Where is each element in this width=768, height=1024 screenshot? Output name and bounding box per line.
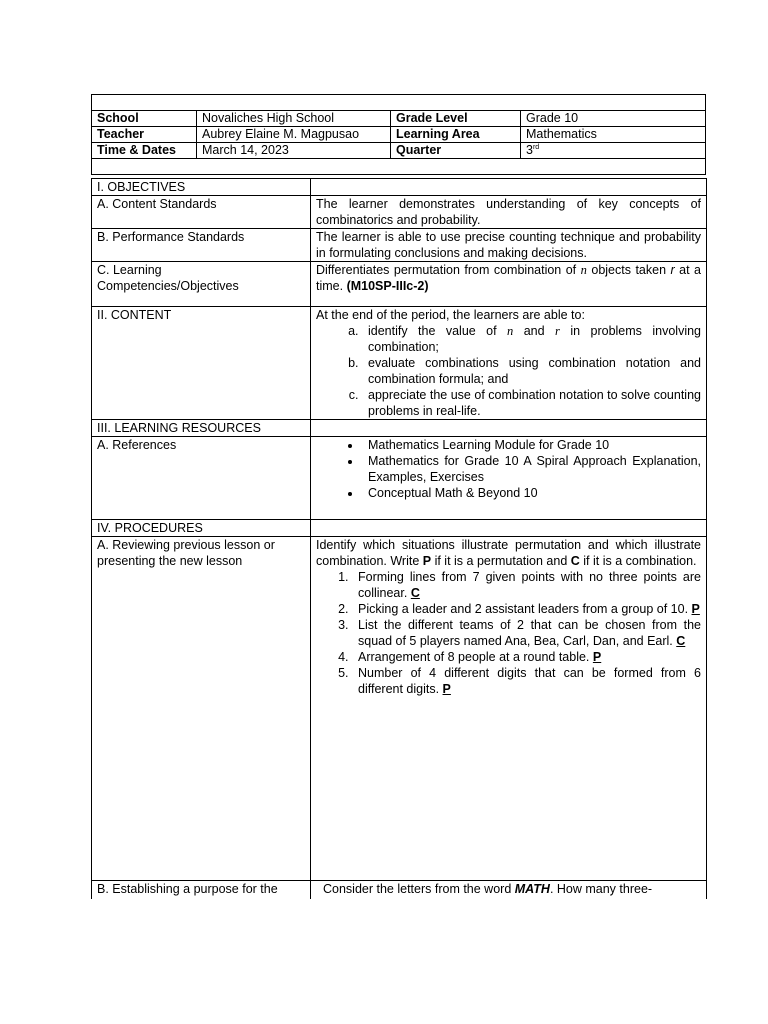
quarter-label: Quarter	[391, 143, 521, 159]
performance-standards-label: B. Performance Standards	[92, 229, 311, 262]
quarter-number: 3	[526, 143, 533, 157]
instructions-text-3: if it is a combination.	[579, 554, 697, 568]
situation-item	[352, 617, 701, 649]
reviewing-lesson-label: A. Reviewing previous lesson or presenting the new lesson	[92, 537, 311, 881]
competency-n: n	[580, 263, 587, 277]
situation-answer: P	[592, 650, 602, 664]
situation-text: Picking a leader and 2 assistant leaders from a group of 10.	[358, 602, 692, 616]
learning-area-label: Learning Area	[391, 127, 521, 143]
resources-heading: III. LEARNING RESOURCES	[92, 420, 311, 437]
item-a-n: n	[507, 324, 514, 338]
reference-item: • Mathematics Learning Module for Grade 10	[362, 437, 701, 453]
competencies-text	[311, 262, 707, 307]
content-intro: At the end of the period, the learners are able to:	[316, 308, 585, 322]
competency-r: r	[670, 263, 675, 277]
competency-text-3: at a time.	[316, 263, 701, 293]
competency-text-2: objects taken	[586, 263, 671, 277]
time-dates-value: March 14, 2023	[197, 143, 391, 159]
content-objectives-list	[316, 323, 701, 419]
performance-standards-text: The learner is able to use precise counting technique and probability in formulating conclusions and making decisions.	[311, 229, 707, 262]
situation-item	[352, 601, 701, 617]
reviewing-lesson-body	[311, 537, 707, 881]
instructions-p: P	[422, 554, 432, 568]
item-a-text-1: identify the value of	[368, 324, 508, 338]
quarter-suffix: rd	[532, 143, 540, 151]
references-list	[316, 437, 701, 501]
reviewing-instructions	[316, 537, 701, 569]
objectives-heading-blank	[311, 179, 707, 196]
grade-level-label: Grade Level	[391, 111, 521, 127]
quarter-value	[521, 143, 706, 159]
instructions-text-1: Identify which situations illustrate permutation and which illustrate combination. Write	[316, 538, 701, 568]
time-dates-label: Time & Dates	[92, 143, 197, 159]
procedures-heading-blank	[311, 520, 707, 537]
purpose-text-2: . How many three-	[549, 882, 653, 896]
grade-level-value: Grade 10	[521, 111, 706, 127]
header-blank-row	[92, 95, 706, 111]
situation-text: List the different teams of 2 that can be chosen from the squad of 5 players named Ana, Bea, Carl, Dan, and Earl.	[358, 618, 701, 648]
competency-code: (M10SP-IIIc-2)	[346, 279, 429, 293]
situation-item	[352, 649, 701, 665]
purpose-text-1: Consider the letters from the word	[323, 882, 515, 896]
teacher-label: Teacher	[92, 127, 197, 143]
references-body	[311, 437, 707, 520]
school-value: Novaliches High School	[197, 111, 391, 127]
content-item-c: c. appreciate the use of combination notation to solve counting problems in real-life.	[362, 387, 701, 419]
lesson-table	[91, 178, 707, 899]
resources-heading-blank	[311, 420, 707, 437]
establishing-purpose-body	[311, 881, 707, 900]
situation-answer: P	[442, 682, 451, 696]
content-standards-text: The learner demonstrates understanding of key concepts of combinatorics and probability.	[311, 196, 707, 229]
instructions-text-2: if it is a permutation and	[431, 554, 571, 568]
situation-answer: P	[691, 602, 700, 616]
content-item-a	[362, 323, 701, 355]
procedures-heading: IV. PROCEDURES	[92, 520, 311, 537]
objectives-heading: I. OBJECTIVES	[92, 179, 311, 196]
item-a-text-2: in problems involving combination;	[368, 324, 701, 354]
teacher-value: Aubrey Elaine M. Magpusao	[197, 127, 391, 143]
situation-text: Arrangement of 8 people at a round table.	[358, 650, 593, 664]
situation-answer: C	[676, 634, 686, 648]
situation-answer: C	[410, 586, 420, 600]
item-a-and: and	[513, 324, 556, 338]
content-standards-label: A. Content Standards	[92, 196, 311, 229]
learning-area-value: Mathematics	[521, 127, 706, 143]
references-label: A. References	[92, 437, 311, 520]
situation-text: Number of 4 different digits that can be formed from 6 different digits.	[358, 666, 701, 696]
reference-item: • Mathematics for Grade 10 A Spiral Approach Explanation, Examples, Exercises	[362, 453, 701, 485]
purpose-word: MATH	[514, 882, 550, 896]
content-label: II. CONTENT	[92, 307, 311, 420]
instructions-c: C	[570, 554, 580, 568]
competencies-label: C. Learning Competencies/Objectives	[92, 262, 311, 307]
situation-text: Forming lines from 7 given points with no three points are collinear.	[358, 570, 701, 600]
competency-text-1: Differentiates permutation from combination of	[316, 263, 581, 277]
situation-item	[352, 569, 701, 601]
establishing-purpose-label: B. Establishing a purpose for the	[92, 881, 311, 900]
header-spacer-row	[92, 159, 706, 175]
school-label: School	[92, 111, 197, 127]
header-table	[91, 94, 706, 175]
reference-item: • Conceptual Math & Beyond 10	[362, 485, 701, 501]
item-a-r: r	[555, 324, 560, 338]
content-item-b: b. evaluate combinations using combination notation and combination formula; and	[362, 355, 701, 387]
content-body	[311, 307, 707, 420]
situation-item	[352, 665, 701, 697]
situations-list	[316, 569, 701, 697]
